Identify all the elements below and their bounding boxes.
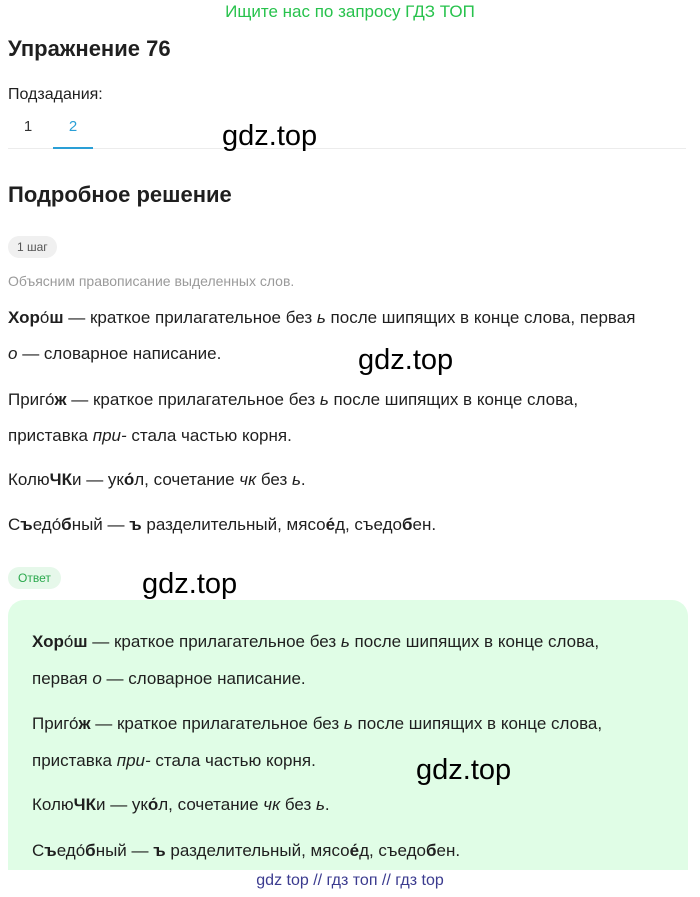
solution-line: Хоро́ш — краткое прилагательное без ь после шипящих в конце слова, первая bbox=[8, 308, 636, 327]
answer-line: первая о — словарное написание. bbox=[32, 669, 306, 688]
answer-badge: Ответ bbox=[8, 567, 61, 589]
solution-line: Съедо́бный — ъ разделительный, мясое́д, съедобен. bbox=[8, 515, 437, 534]
step-badge: 1 шаг bbox=[8, 236, 57, 258]
answer-line: Хоро́ш — краткое прилагательное без ь после шипящих в конце слова, bbox=[32, 632, 600, 651]
subtasks-label: Подзадания: bbox=[8, 86, 103, 103]
footer: gdz top // гдз топ // гдз top bbox=[256, 872, 444, 889]
subtask-tab-1[interactable]: 1 bbox=[23, 118, 33, 135]
watermark: gdz.top bbox=[142, 568, 238, 600]
subtask-tabs bbox=[8, 112, 686, 149]
solution-line: КолюЧКи — уко́л, сочетание чк без ь. bbox=[8, 470, 306, 489]
subtask-tab-2[interactable]: 2 bbox=[53, 118, 93, 149]
top-banner: Ищите нас по запросу ГДЗ ТОП bbox=[225, 2, 475, 21]
page-title: Упражнение 76 bbox=[8, 36, 171, 61]
answer-line: Приго́ж — краткое прилагательное без ь после шипящих в конце слова, bbox=[32, 714, 603, 733]
answer-line: приставка при- стала частью корня. bbox=[32, 751, 316, 770]
watermark: gdz.top bbox=[416, 754, 512, 786]
section-title: Подробное решение bbox=[8, 182, 232, 207]
watermark: gdz.top bbox=[358, 344, 454, 376]
solution-line: Приго́ж — краткое прилагательное без ь после шипящих в конце слова, bbox=[8, 390, 579, 409]
answer-line: Съедо́бный — ъ разделительный, мясое́д, съедобен. bbox=[32, 841, 461, 860]
watermark: gdz.top bbox=[222, 120, 318, 152]
answer-box bbox=[8, 600, 688, 870]
solution-line: приставка при- стала частью корня. bbox=[8, 426, 292, 445]
solution-line: о — словарное написание. bbox=[8, 344, 222, 363]
step-intro: Объясним правописание выделенных слов. bbox=[8, 273, 295, 289]
answer-line: КолюЧКи — уко́л, сочетание чк без ь. bbox=[32, 795, 330, 814]
